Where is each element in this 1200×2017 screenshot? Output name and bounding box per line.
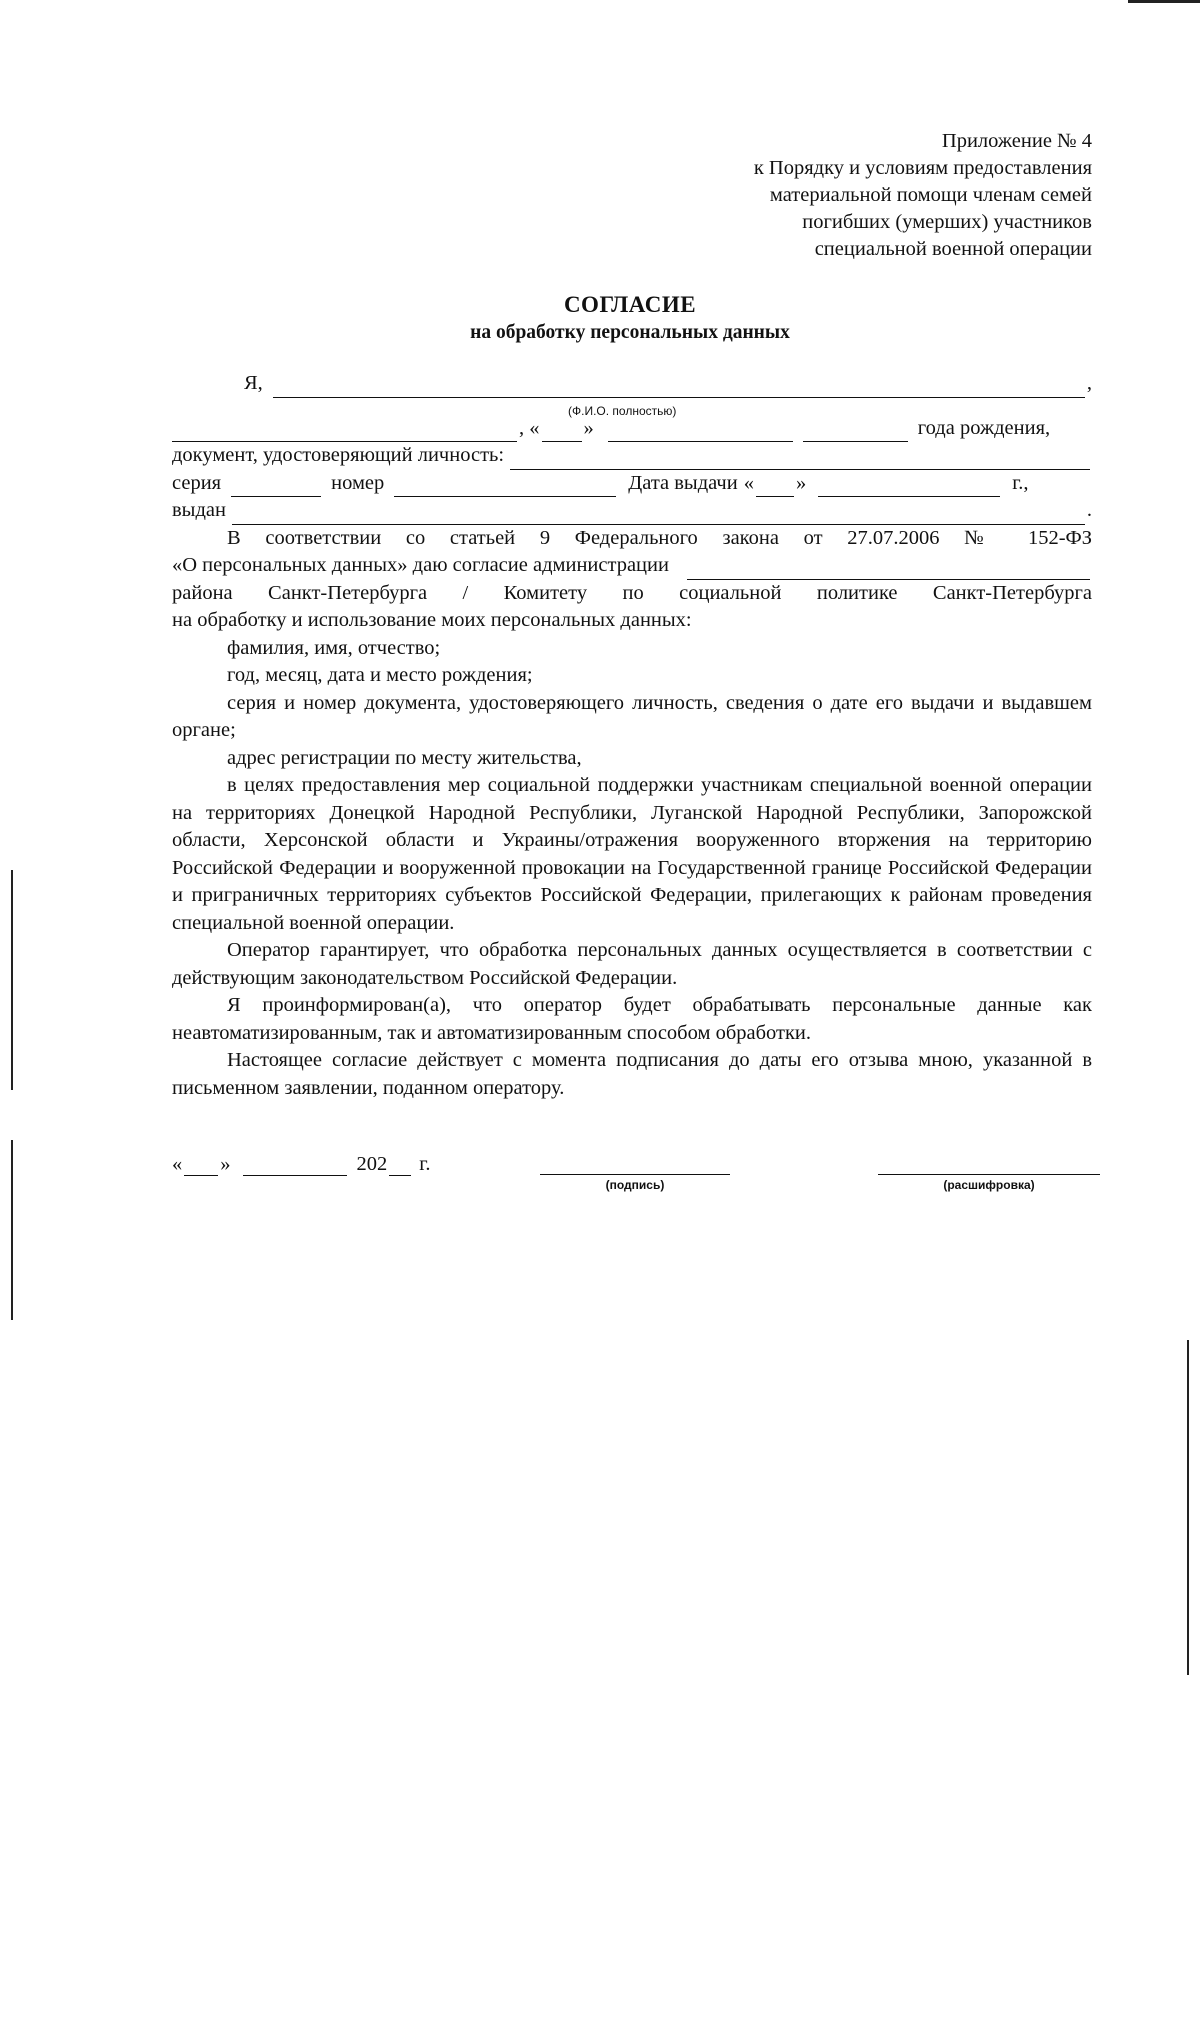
issue-month-field[interactable] xyxy=(818,476,1000,497)
document-row xyxy=(172,442,1092,470)
issue-day-field[interactable] xyxy=(756,476,794,497)
document-body xyxy=(172,370,1092,1102)
data-item: фамилия, имя, отчество; xyxy=(227,636,441,659)
appendix-line: материальной помощи членам семей xyxy=(769,184,1092,206)
issued-by-label: выдан xyxy=(172,499,226,521)
series-row: серия номер Дата выдачи « » г., xyxy=(172,470,1092,498)
scan-edge-top xyxy=(1128,0,1200,3)
series-field[interactable] xyxy=(231,476,321,497)
signature-field[interactable] xyxy=(540,1174,730,1175)
fio-row: Я, , xyxy=(172,370,1092,398)
data-item: адрес регистрации по месту жительства, xyxy=(227,746,582,769)
appendix-number: Приложение № 4 xyxy=(941,130,1092,152)
operator-paragraph: Оператор гарантирует, что обработка персональных данных осуществляется в соответствии с действующим законодательством Российской Федерации. xyxy=(172,939,1092,989)
birth-suffix: года рождения, xyxy=(917,416,1051,439)
appendix-line: погибших (умерших) участников xyxy=(802,211,1092,233)
birth-place-field[interactable] xyxy=(172,421,517,442)
sign-year-field[interactable] xyxy=(389,1155,411,1176)
sign-year-suffix: г. xyxy=(419,1152,431,1175)
fio-hint-row xyxy=(172,398,1092,418)
signature-hint: (подпись) xyxy=(605,1178,665,1192)
consent-line-1: В соответствии со статьей 9 Федерального закона от 27.07.2006 № 152-ФЗ xyxy=(227,526,1092,549)
issued-by-field[interactable] xyxy=(232,504,1085,525)
purpose-paragraph: в целях предоставления мер социальной поддержки участникам специальной военной операции на территориях Донецкой Народной Республики, Луганской Народной Республики, Запорожской области, Херсонской области и Украины/отражения вооруженного вторжения на территорию Российской Федерации и вооруженной провокации на Государственной границе Российской Федерации и приграничных территориях субъектов Российской Федерации, прилегающих к районам проведения специальной военной операции. xyxy=(172,774,1092,934)
appendix-line: к Порядку и условиям предоставления xyxy=(753,157,1092,179)
i-label: Я, xyxy=(244,372,263,394)
birth-row: , « » года рождения, xyxy=(172,415,1092,443)
sign-day-field[interactable] xyxy=(184,1155,218,1176)
administration-field[interactable] xyxy=(687,559,1090,580)
document-title: СОГЛАСИЕ xyxy=(563,292,697,317)
validity-paragraph: Настоящее согласие действует с момента подписания до даты его отзыва мною, указанной в письменном заявлении, поданном оператору. xyxy=(172,1049,1092,1099)
scan-edge-left-2 xyxy=(11,1140,13,1320)
number-label: номер xyxy=(331,471,385,494)
decoding-hint: (расшифровка) xyxy=(943,1178,1035,1192)
fio-field[interactable] xyxy=(273,377,1085,398)
scan-edge-left-1 xyxy=(11,870,13,1090)
sign-month-field[interactable] xyxy=(243,1155,347,1176)
appendix-header xyxy=(754,128,1092,263)
consent-line-4: на обработку и использование моих персональных данных: xyxy=(172,609,692,631)
issued-by-row: выдан . xyxy=(172,497,1092,525)
signature-block xyxy=(172,1148,1092,1198)
series-label: серия xyxy=(172,471,222,494)
issue-date-label: Дата выдачи xyxy=(628,471,738,494)
appendix-line: специальной военной операции xyxy=(814,238,1092,260)
fio-hint: (Ф.И.О. полностью) xyxy=(568,403,677,418)
data-item: год, месяц, дата и место рождения; xyxy=(227,664,533,686)
consent-line-3: района Санкт-Петербурга / Комитету по социальной политике Санкт-Петербурга xyxy=(172,581,1092,604)
issue-year-suffix: г., xyxy=(1012,471,1029,494)
doc-label: документ, удостоверяющий личность: xyxy=(172,444,505,466)
sign-year-prefix: 202 xyxy=(356,1152,388,1175)
number-field[interactable] xyxy=(394,476,616,497)
scan-edge-right xyxy=(1187,1340,1189,1675)
document-subtitle: на обработку персональных данных xyxy=(470,322,790,343)
consent-line-2: «О персональных данных» даю согласие администрации xyxy=(172,552,1092,580)
document-field[interactable] xyxy=(510,449,1090,470)
data-item: серия и номер документа, удостоверяющего личность, сведения о дате его выдачи и выдавшем органе; xyxy=(172,691,1092,741)
informed-paragraph: Я проинформирован(а), что оператор будет обрабатывать персональные данные как неавтоматизированным, так и автоматизированным способом обработки. xyxy=(172,994,1092,1044)
sign-date-row: « » 202 г. xyxy=(172,1152,431,1175)
decoding-field[interactable] xyxy=(878,1174,1100,1175)
birth-year-field[interactable] xyxy=(803,421,908,442)
